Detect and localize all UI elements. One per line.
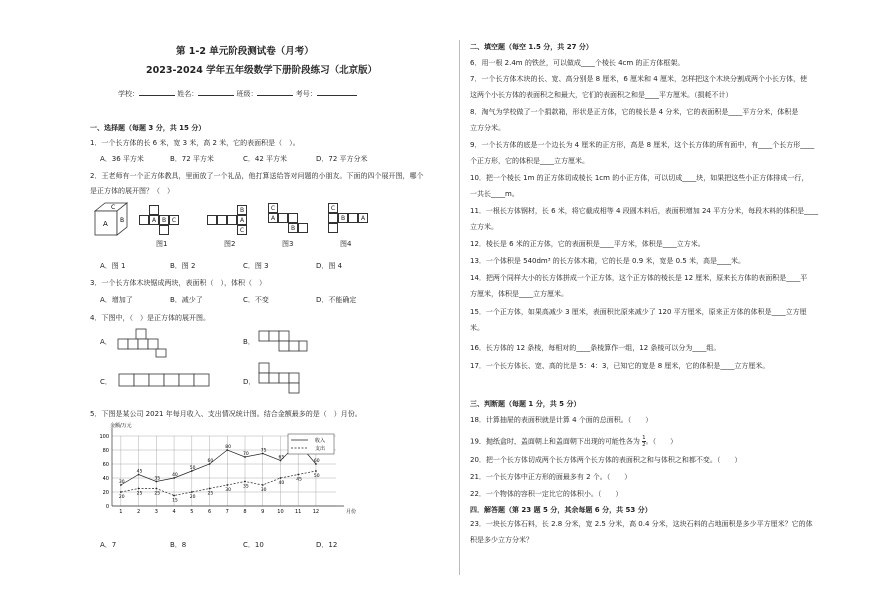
y-tick-label: 20	[102, 490, 109, 496]
page-title: 第 1-2 单元阶段测试卷（月考）	[176, 46, 314, 57]
x-tick-label: 6	[207, 509, 212, 515]
school-field[interactable]	[139, 95, 175, 96]
net4-cell	[328, 223, 338, 233]
data-label-expense: 30	[225, 488, 232, 493]
y-tick-label: 60	[102, 462, 109, 468]
data-point-expense	[155, 488, 157, 490]
q2-option-c[interactable]: C．图 3	[243, 262, 269, 270]
legend-box	[288, 434, 334, 454]
section2-line: 7．一个长方体木块的长、宽、高分别是 8 厘米，6 厘米和 4 厘米，怎样把这个木块分割成两个小长方体，使	[470, 75, 807, 83]
section2-heading: 二、填空题（每空 1.5 分，共 27 分）	[470, 43, 593, 51]
net2-cell	[207, 215, 217, 225]
data-label-expense: 20	[189, 495, 196, 500]
data-point-expense	[138, 488, 140, 490]
q4-option-c[interactable]: C．	[100, 378, 112, 386]
q23-text-line1: 23．一块长方体石料，长 2.8 分米，宽 2.5 分米，高 0.4 分米，这块石料的占地面积是多少平方厘米？它的体	[470, 520, 813, 528]
q2-option-b[interactable]: B．图 2	[170, 262, 196, 270]
fig1-label: 图1	[156, 240, 168, 248]
net2-cell-c: C	[237, 225, 247, 235]
net2-cell-b: B	[237, 205, 247, 215]
data-label-expense: 40	[278, 481, 285, 486]
net3-cell	[288, 213, 298, 223]
data-label-expense: 25	[136, 491, 143, 497]
data-label-expense: 25	[154, 491, 161, 497]
data-label-income: 70	[243, 452, 249, 457]
data-label-expense: 35	[243, 484, 249, 490]
section2-line: 立方米。	[470, 223, 498, 231]
section2-line: 方厘米，体积是____立方厘米。	[470, 290, 568, 298]
data-point-expense	[209, 488, 211, 490]
net4-cell	[328, 213, 338, 223]
q4-option-a[interactable]: A．	[100, 338, 112, 346]
q4-net-d	[258, 362, 308, 398]
data-point-expense	[315, 470, 317, 472]
q3-option-d[interactable]: D．不能确定	[316, 296, 357, 304]
q20-text: 20．把一个长方体切成两个长方体两个长方体的表面积之和与体积之和都不变。（ ）	[470, 456, 742, 464]
q5-option-b[interactable]: B．8	[170, 541, 187, 549]
section2-line: 个正方形，它的体积是____立方厘米。	[470, 157, 589, 165]
section2-line: 13．一个体积是 540dm³ 的长方体木箱，它的长是 0.9 米，宽是 0.5 米，高是____米。	[470, 257, 745, 265]
cube-figure	[93, 201, 129, 237]
section2-line: 8．淘气为学校做了一个捐款箱，形状是正方体，它的棱长是 4 分米，它的表面积是____平方分米，体积是	[470, 108, 799, 116]
q4-text: 4．下图中，（ ）是正方体的展开图。	[90, 314, 210, 322]
data-label-expense: 20	[118, 495, 125, 500]
net1-cell-c: C	[169, 215, 179, 225]
net3-cell	[278, 213, 288, 223]
data-label-income: 30	[118, 480, 125, 485]
net3-cell-b: B	[288, 223, 298, 233]
net3-cell-a: A	[268, 213, 278, 223]
data-label-income: 65	[278, 455, 285, 461]
net1-cell-b: B	[159, 215, 169, 225]
q19-text	[470, 435, 677, 448]
q21-text: 21．一个长方体中正方形的面最多有 2 个。（ ）	[470, 473, 632, 481]
page-subtitle: 2023-2024 学年五年级数学下册阶段练习（北京版）	[146, 65, 378, 76]
class-label: 班级：	[236, 90, 258, 98]
data-point-expense	[297, 474, 299, 476]
fig3-label: 图3	[282, 240, 294, 248]
data-label-expense: 30	[260, 488, 267, 493]
data-label-income: 60	[207, 459, 214, 464]
q2-option-d[interactable]: D．图 4	[316, 262, 343, 270]
section2-line: 14．把两个同样大小的长方体拼成一个正方体，这个正方体的棱长是 12 厘米，原来长方体的表面积是____平	[470, 274, 808, 282]
data-label-income: 75	[260, 448, 267, 454]
net1-cell	[139, 215, 149, 225]
data-label-income: 40	[172, 473, 178, 478]
x-tick-label: 3	[154, 509, 158, 515]
data-point-expense	[226, 484, 228, 486]
q1-option-d[interactable]: D．72 平方分米	[316, 155, 368, 163]
y-tick-label: 40	[102, 476, 109, 482]
data-label-expense: 45	[296, 477, 302, 483]
section2-line: 12．棱长是 6 米的正方体，它的表面积是____平方米，体积是____立方米。	[470, 240, 705, 248]
data-label-expense: 50	[313, 474, 320, 479]
q4-option-b[interactable]: B．	[243, 338, 255, 346]
data-label-income: 45	[136, 469, 143, 475]
net4-cell	[348, 213, 358, 223]
legend-income-label: 收入	[315, 438, 326, 444]
right-column	[470, 0, 830, 615]
section2-line: 10．把一个棱长 1m 的正方体切成棱长 1cm 的小正方体，可以切成____块，如果把这些小正方体排成一行，	[470, 174, 809, 182]
net3-cell	[298, 223, 308, 233]
y-tick-label: 80	[102, 448, 109, 454]
section3-heading: 三、判断题（每题 1 分，共 5 分）	[470, 400, 581, 408]
left-column	[88, 0, 440, 615]
section2-line: 立方分米。	[470, 124, 505, 132]
x-tick-label: 1	[119, 509, 123, 515]
x-tick-label: 8	[243, 509, 247, 515]
section2-line: 米。	[470, 324, 484, 332]
q5-text: 5．下图是某公司 2021 年每月收入、支出情况统计图。结合金额最多的是（ ）月份。	[90, 410, 362, 418]
q5-option-a[interactable]: A．7	[100, 541, 117, 549]
q3-option-a[interactable]: A．增加了	[100, 296, 133, 304]
x-tick-label: 4	[172, 509, 176, 515]
q1-text: 1．一个长方体的长 6 米，宽 3 米，高 2 米，它的表面积是（ ）。	[90, 139, 300, 147]
net4-cell-b: B	[338, 213, 348, 223]
section2-line: 17．一个长方体长、宽、高的比是 5：4：3，已知它的宽是 8 厘米，它的体积是____立方厘米。	[470, 362, 770, 370]
q5-option-c[interactable]: C．10	[243, 541, 264, 549]
data-point-expense	[173, 495, 175, 497]
exam-no-field[interactable]	[317, 95, 357, 96]
exam-no-label: 考号：	[295, 90, 317, 98]
y-tick-label: 0	[105, 504, 109, 510]
q1-option-b[interactable]: B．72 平方米	[170, 155, 214, 163]
q18-text: 18．计算抽屉的表面积就是计算 4 个面的总面积。（ ）	[470, 416, 653, 424]
net1-cell	[149, 205, 159, 215]
fig4-label: 图4	[340, 240, 352, 248]
q2-text-line1: 2．王老师有一个正方体教具，里面放了一个礼品，他打算送给答对问题的小朋友。下面的四个展开图，哪个	[90, 172, 424, 180]
q4-net-a	[118, 328, 188, 358]
legend-expense-label: 支出	[315, 446, 326, 452]
section1-heading: 一、选择题（每题 3 分，共 15 分）	[90, 124, 206, 132]
class-field[interactable]	[257, 95, 293, 96]
q19-frac-den: 2	[642, 442, 646, 448]
data-label-expense: 15	[172, 498, 178, 504]
cube-label-front: A	[103, 220, 108, 228]
name-label: 姓名：	[177, 90, 199, 98]
data-label-income: 60	[313, 459, 320, 464]
q5-option-d[interactable]: D．12	[316, 541, 338, 549]
data-point-expense	[120, 491, 122, 493]
data-label-income: 80	[225, 445, 232, 450]
data-label-income: 35	[154, 476, 161, 482]
name-field[interactable]	[198, 95, 234, 96]
section2-line: 16．长方体的 12 条棱，每相对的____条棱算作一组，12 条棱可以分为____组。	[470, 344, 721, 352]
net2-cell	[217, 215, 227, 225]
net4-cell-a: A	[358, 213, 368, 223]
section4-heading: 四．解答题（第 23 题 5 分，其余每题 6 分，共 53 分）	[470, 506, 652, 514]
data-label-income: 50	[189, 466, 196, 471]
q4-net-c	[118, 372, 210, 388]
q3-option-b[interactable]: B．减少了	[170, 296, 203, 304]
net4-cell-c: C	[328, 203, 338, 213]
school-label: 学校：	[118, 90, 139, 98]
data-point-expense	[280, 477, 282, 479]
q4-option-d[interactable]: D．	[243, 378, 256, 386]
data-point-expense	[244, 481, 246, 483]
q2-text-line2: 是正方体的展开图？（ ）	[90, 187, 174, 195]
net3-cell-c: C	[268, 203, 278, 213]
cube-label-side: B	[120, 217, 125, 224]
column-divider	[459, 40, 460, 575]
x-tick-label: 12	[312, 509, 320, 515]
section2-line: 这两个小长方体的表面积之和最大，它们的表面积之和是____平方厘米。（损耗不计）	[470, 91, 733, 99]
q1-option-a[interactable]: A．36 平方米	[100, 155, 144, 163]
q4-net-b	[258, 330, 308, 358]
q23-text-line2: 积是多少立方分米？	[470, 536, 533, 544]
data-point-expense	[191, 491, 193, 493]
y-tick-label: 100	[99, 434, 109, 440]
q1-option-c[interactable]: C．42 平方米	[243, 155, 288, 163]
q3-option-c[interactable]: C．不变	[243, 296, 269, 304]
section2-line: 15．一个正方体，如果高减少 3 厘米，表面积比原来减少了 120 平方厘米，原来正方体的体积是____立方厘	[470, 308, 807, 316]
x-tick-label: 5	[190, 509, 194, 515]
q19-frac-num: 1	[642, 435, 646, 441]
section2-line: 9．一个长方体的底是一个边长为 4 厘米的正方形，高是 8 厘米，这个长方体的所有面中，有____个长方形____	[470, 141, 815, 149]
cube-label-top: C	[111, 204, 116, 211]
net1-cell-a: A	[149, 215, 159, 225]
x-axis-label: 月份	[346, 509, 357, 515]
section2-line: 6．用一根 2.4m 的铁丝，可以做成____个棱长 4cm 的正方体框架。	[470, 59, 685, 67]
section2-line: 一共长____m。	[470, 190, 519, 198]
data-point-expense	[262, 484, 264, 486]
income-expense-chart	[88, 423, 357, 536]
q2-option-a[interactable]: A．图 1	[100, 262, 126, 270]
x-tick-label: 7	[225, 509, 229, 515]
x-tick-label: 2	[137, 509, 141, 515]
section2-line: 11．一根长方体钢材，长 6 米，将它截成相等 4 段圆木料后，表面积增加 24 平方分米，每段木料的体积是____	[470, 207, 819, 215]
net2-cell	[227, 215, 237, 225]
x-tick-label: 9	[261, 509, 265, 515]
net1-cell	[159, 225, 169, 235]
q22-text: 22．一个物体的容积一定比它的体积小。（ ）	[470, 490, 623, 498]
x-tick-label: 11	[295, 509, 302, 515]
q19-tail: 。（ ）	[645, 437, 678, 446]
student-info	[118, 90, 357, 99]
y-axis-label: 金额/万元	[110, 423, 132, 429]
x-tick-label: 10	[277, 509, 284, 515]
fig2-label: 图2	[224, 240, 236, 248]
data-label-expense: 25	[207, 491, 214, 497]
net2-cell-a: A	[237, 215, 247, 225]
q3-text: 3．一个长方体木块锯成两块，表面积（ ），体积（ ）	[90, 279, 266, 287]
q19-body: 19．抛纸盒时，盖面朝上和盖面朝下出现的可能性各为	[470, 437, 640, 446]
